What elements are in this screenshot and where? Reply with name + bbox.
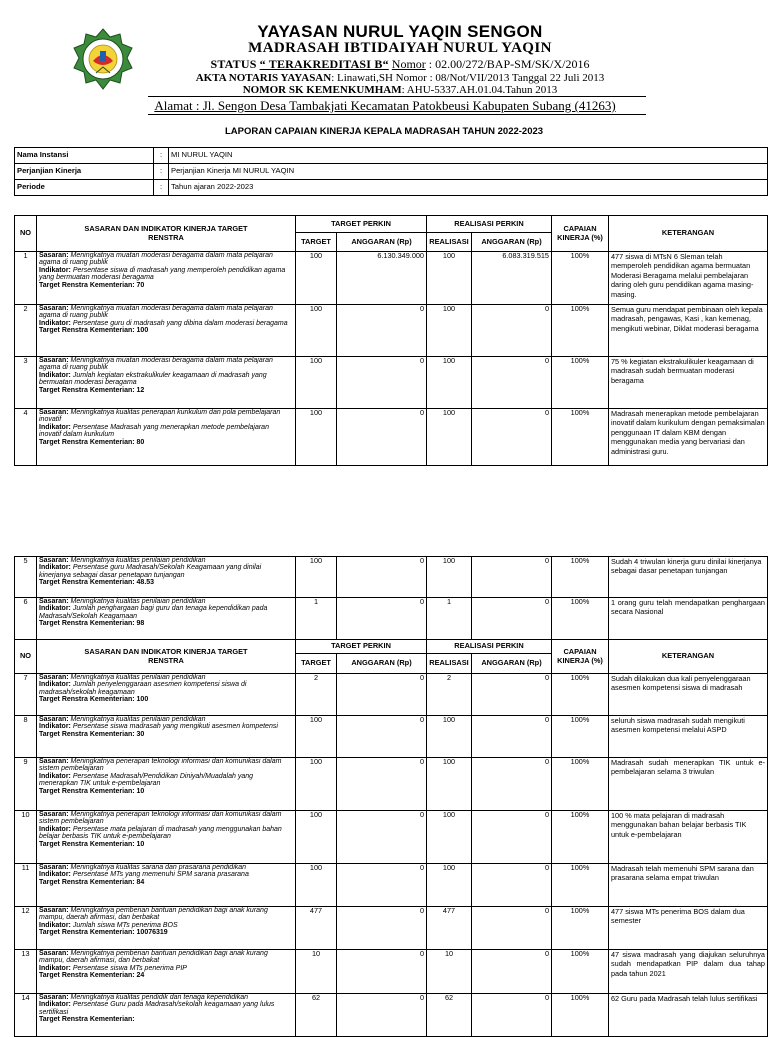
- header-keterangan: KETERANGAN: [609, 640, 768, 674]
- info-label: Perjanjian Kinerja: [15, 164, 154, 180]
- row-realisasi: 2: [427, 674, 472, 716]
- row-keterangan: seluruh siswa madrasah sudah mengikuti asesmen kompetensi melalui ASPD: [609, 716, 768, 758]
- row-anggaran-realisasi: 0: [472, 994, 552, 1037]
- indikator-label: Indikator:: [39, 723, 71, 731]
- row-description: [37, 950, 296, 994]
- row-anggaran-realisasi: 0: [472, 357, 552, 409]
- row-description: [37, 409, 296, 466]
- row-anggaran-target: 0: [337, 674, 427, 716]
- indikator-text: Persentase Madrasah/Pendidikan Diniyah/Muadalah yang menerapkan TIK untuk e-pembelajaran: [39, 772, 254, 788]
- indikator-label: Indikator:: [39, 371, 71, 379]
- target-renstra-value: 84: [136, 878, 145, 886]
- row-anggaran-realisasi: 0: [472, 409, 552, 466]
- row-anggaran-realisasi: 0: [472, 907, 552, 950]
- accreditation-line: [150, 57, 650, 72]
- row-capaian: 100%: [552, 557, 609, 598]
- indikator-text: Persentase guru di madrasah yang dibina dalam moderasi beragama: [72, 319, 288, 327]
- indikator-label: Indikator:: [39, 681, 71, 689]
- header-anggaran-realisasi: ANGGARAN (Rp): [472, 654, 552, 674]
- indikator-text: Jumlah kegiatan ekstrakulikuler keagamaan di madrasah yang bermuatan moderasi beragama: [39, 371, 267, 387]
- row-keterangan: 100 % mata pelajaran di madrasah menggunakan bahan belajar berbasis TIK untuk e-pembelajaran: [609, 811, 768, 864]
- row-anggaran-target: 0: [337, 716, 427, 758]
- table-row: [15, 357, 768, 409]
- row-capaian: 100%: [552, 758, 609, 811]
- row-capaian: 100%: [552, 907, 609, 950]
- target-renstra-label: Target Renstra Kementerian:: [39, 787, 135, 795]
- target-renstra-label: Target Renstra Kementerian:: [39, 386, 135, 394]
- sasaran-text: Meningkatnya muatan moderasi beragama dalam mata pelajaran agama di ruang publik: [39, 305, 273, 320]
- sk-label: NOMOR SK KEMENKUMHAM: [242, 84, 402, 96]
- indikator-text: Persentase siswa madrasah yang mengikuti asesmen kompetensi: [72, 723, 278, 731]
- row-anggaran-realisasi: 0: [472, 864, 552, 907]
- sasaran-text: Meningkatnya penerapan teknologi informasi dan komunikasi dalam sistem pembelajaran: [39, 811, 282, 826]
- row-target: 477: [296, 907, 337, 950]
- school-name: MADRASAH IBTIDAIYAH NURUL YAQIN: [248, 40, 552, 56]
- target-renstra-value: 10: [136, 840, 145, 848]
- row-keterangan: 477 siswa MTs penerima BOS dalam dua semester: [609, 907, 768, 950]
- sasaran-label: Sasaran:: [39, 950, 69, 957]
- row-capaian: 100%: [552, 357, 609, 409]
- indikator-label: Indikator:: [39, 1001, 71, 1009]
- header-target-perkin: TARGET PERKIN: [296, 216, 427, 233]
- table-row: [15, 950, 768, 994]
- header-anggaran-realisasi: ANGGARAN (Rp): [472, 233, 552, 252]
- info-value: Perjanjian Kinerja MI NURUL YAQIN: [169, 164, 768, 180]
- row-realisasi: 100: [427, 305, 472, 357]
- row-target: 100: [296, 811, 337, 864]
- table-row: [15, 557, 768, 598]
- row-capaian: 100%: [552, 716, 609, 758]
- row-anggaran-realisasi: 0: [472, 674, 552, 716]
- row-description: [37, 758, 296, 811]
- target-renstra-label: Target Renstra Kementerian:: [39, 840, 135, 848]
- indikator-text: Persentase guru Madrasah/Sekolah Keagamaan yang dinilai kinerjanya sebagai dasar penetapan tunjangan: [39, 564, 262, 579]
- target-renstra-label: Target Renstra Kementerian:: [39, 620, 135, 628]
- table-row: [15, 598, 768, 640]
- row-no: 6: [15, 598, 37, 640]
- row-realisasi: 10: [427, 950, 472, 994]
- table-row: [15, 994, 768, 1037]
- header-anggaran-target: ANGGARAN (Rp): [337, 233, 427, 252]
- indikator-label: Indikator:: [39, 871, 71, 879]
- sasaran-text: Meningkatnya kualitas penerapan kurikulum dan pola pembelajaran inovatif: [39, 409, 281, 424]
- row-target: 100: [296, 758, 337, 811]
- akta-label: AKTA NOTARIS YAYASAN: [195, 72, 332, 84]
- row-anggaran-target: 0: [337, 305, 427, 357]
- indikator-text: Persentase siswa di madrasah yang memperoleh pendidikan agama yang bermuatan moderasi beragama: [39, 266, 286, 282]
- header-sasaran: SASARAN DAN INDIKATOR KINERJA TARGET RENSTRA: [37, 640, 296, 674]
- row-target: 100: [296, 557, 337, 598]
- header-target: TARGET: [296, 233, 337, 252]
- akta-value: : Linawati,SH Nomor : 08/Not/VII/2013 Tanggal 22 Juli 2013: [331, 72, 605, 84]
- indikator-label: Indikator:: [39, 423, 71, 431]
- table-row: [15, 716, 768, 758]
- info-row: [15, 180, 768, 196]
- status-label: STATUS: [210, 57, 257, 71]
- row-description: [37, 716, 296, 758]
- header-capaian: CAPAIAN KINERJA (%): [552, 216, 609, 252]
- sasaran-label: Sasaran:: [39, 674, 69, 681]
- row-target: 100: [296, 409, 337, 466]
- row-target: 100: [296, 864, 337, 907]
- row-realisasi: 477: [427, 907, 472, 950]
- target-renstra-label: Target Renstra Kementerian:: [39, 696, 135, 704]
- sasaran-text: Meningkatnya kualitas penilaian pendidikan: [70, 716, 206, 723]
- info-table: [14, 147, 768, 196]
- indikator-label: Indikator:: [39, 825, 71, 833]
- sasaran-label: Sasaran:: [39, 864, 69, 871]
- sasaran-label: Sasaran:: [39, 716, 69, 723]
- target-renstra-label: Target Renstra Kementerian:: [39, 929, 135, 937]
- indikator-text: Persentase MTs yang memenuhi SPM sarana prasarana: [72, 871, 249, 879]
- target-renstra-value: 12: [136, 386, 145, 394]
- info-label: Periode: [15, 180, 154, 196]
- row-anggaran-target: 0: [337, 811, 427, 864]
- sasaran-label: Sasaran:: [39, 994, 69, 1001]
- row-description: [37, 252, 296, 305]
- row-target: 2: [296, 674, 337, 716]
- indikator-label: Indikator:: [39, 921, 71, 929]
- table-row: [15, 409, 768, 466]
- header-anggaran-target: ANGGARAN (Rp): [337, 654, 427, 674]
- target-renstra-label: Target Renstra Kementerian:: [39, 579, 135, 587]
- info-row: [15, 148, 768, 164]
- sasaran-label: Sasaran:: [39, 305, 69, 312]
- target-renstra-label: Target Renstra Kementerian:: [39, 1016, 135, 1024]
- target-renstra-value: 48.53: [136, 579, 155, 587]
- row-description: [37, 811, 296, 864]
- indikator-text: Persentase Guru pada Madrasah/sekolah keagamaan yang lulus sertifikasi: [39, 1001, 275, 1016]
- header-row: [15, 640, 768, 654]
- sasaran-label: Sasaran:: [39, 557, 69, 564]
- info-value: MI NURUL YAQIN: [169, 148, 768, 164]
- row-anggaran-realisasi: 0: [472, 716, 552, 758]
- indikator-label: Indikator:: [39, 964, 71, 972]
- sasaran-text: Meningkatnya pemberian bantuan pendidikan bagi anak kurang mampu, daerah afirmasi, dan berbakat: [39, 950, 268, 965]
- header-no: NO: [15, 216, 37, 252]
- row-target: 62: [296, 994, 337, 1037]
- row-keterangan: 75 % kegiatan ekstrakulikuler keagamaan di madrasah sudah bermuatan moderasi beragama: [609, 357, 768, 409]
- info-separator: :: [154, 148, 169, 164]
- target-renstra-value: 24: [136, 972, 145, 980]
- row-anggaran-target: 0: [337, 758, 427, 811]
- target-renstra-value: 80: [136, 438, 145, 446]
- status-value: “ TERAKREDITASI B“: [259, 57, 389, 71]
- sasaran-label: Sasaran:: [39, 357, 69, 364]
- sasaran-text: Meningkatnya penerapan teknologi informasi dan komunikasi dalam sistem pembelajaran: [39, 758, 282, 773]
- sasaran-text: Meningkatnya muatan moderasi beragama dalam mata pelajaran agama di ruang publik: [39, 357, 273, 372]
- row-anggaran-realisasi: 0: [472, 598, 552, 640]
- target-renstra-value: 10: [136, 787, 145, 795]
- indikator-text: Persentase siswa MTs penerima PIP: [72, 964, 187, 972]
- header-target: TARGET: [296, 654, 337, 674]
- row-anggaran-realisasi: 0: [472, 811, 552, 864]
- row-description: [37, 907, 296, 950]
- info-value: Tahun ajaran 2022-2023: [169, 180, 768, 196]
- row-description: [37, 674, 296, 716]
- performance-table-2: [14, 556, 768, 1037]
- row-capaian: 100%: [552, 252, 609, 305]
- target-renstra-value: 10076319: [136, 929, 168, 937]
- row-anggaran-realisasi: 6.083.319.515: [472, 252, 552, 305]
- header-realisasi-perkin: REALISASI PERKIN: [427, 640, 552, 654]
- table-row: [15, 864, 768, 907]
- sasaran-label: Sasaran:: [39, 907, 69, 914]
- indikator-label: Indikator:: [39, 564, 71, 572]
- indikator-label: Indikator:: [39, 772, 71, 780]
- row-anggaran-target: 0: [337, 994, 427, 1037]
- row-keterangan: 62 Guru pada Madrasah telah lulus sertifikasi: [609, 994, 768, 1037]
- header-sasaran: SASARAN DAN INDIKATOR KINERJA TARGET RENSTRA: [37, 216, 296, 252]
- row-no: 13: [15, 950, 37, 994]
- indikator-text: Persentase mata pelajaran di madrasah yang menggunakan bahan belajar berbasis TIK untuk e-pembelajaran: [39, 825, 282, 841]
- letterhead-rule: [148, 96, 646, 97]
- row-anggaran-target: 0: [337, 409, 427, 466]
- sasaran-label: Sasaran:: [39, 758, 69, 765]
- row-no: 9: [15, 758, 37, 811]
- target-renstra-value: 98: [136, 620, 145, 628]
- row-capaian: 100%: [552, 305, 609, 357]
- row-anggaran-realisasi: 0: [472, 758, 552, 811]
- indikator-label: Indikator:: [39, 605, 71, 613]
- row-anggaran-target: 6.130.349.000: [337, 252, 427, 305]
- row-realisasi: 100: [427, 864, 472, 907]
- row-no: 10: [15, 811, 37, 864]
- row-capaian: 100%: [552, 864, 609, 907]
- row-keterangan: Sudah 4 triwulan kinerja guru dinilai kinerjanya sebagai dasar penetapan tunjangan: [609, 557, 768, 598]
- row-no: 1: [15, 252, 37, 305]
- row-no: 4: [15, 409, 37, 466]
- header-row: [15, 216, 768, 233]
- row-keterangan: 47 siswa madrasah yang diajukan seluruhnya sudah mendapatkan PIP dalam dua tahap pada tahun 2021: [609, 950, 768, 994]
- nomor-label: Nomor: [391, 57, 426, 71]
- row-realisasi: 100: [427, 252, 472, 305]
- row-realisasi: 100: [427, 811, 472, 864]
- header-no: NO: [15, 640, 37, 674]
- row-keterangan: 477 siswa di MTsN 6 Sleman telah memperoleh pendidikan agama bermuatan Moderasi Beragama melalui pembelajaran daring oleh guru pendidikan agama masing-masing.: [609, 252, 768, 305]
- row-realisasi: 100: [427, 716, 472, 758]
- target-renstra-value: 100: [136, 696, 149, 704]
- sasaran-text: Meningkatnya kualitas sarana dan prasarana pendidikan: [70, 864, 247, 871]
- performance-table-1: [14, 215, 768, 466]
- sasaran-text: Meningkatnya kualitas penilaian pendidikan: [70, 557, 206, 564]
- row-capaian: 100%: [552, 811, 609, 864]
- row-anggaran-target: 0: [337, 357, 427, 409]
- indikator-text: Jumlah penghargaan bagi guru dan tenaga kependidikan pada Madrasah/Sekolah Keagamaan: [39, 605, 268, 620]
- sk-value: : AHU-5337.AH.01.04.Tahun 2013: [401, 84, 558, 96]
- row-target: 100: [296, 716, 337, 758]
- sasaran-label: Sasaran:: [39, 409, 69, 416]
- nomor-value: : 02.00/272/BAP-SM/SK/X/2016: [428, 57, 590, 71]
- row-anggaran-target: 0: [337, 598, 427, 640]
- info-row: [15, 164, 768, 180]
- row-anggaran-realisasi: 0: [472, 950, 552, 994]
- target-renstra-label: Target Renstra Kementerian:: [39, 281, 135, 289]
- row-anggaran-target: 0: [337, 907, 427, 950]
- row-keterangan: Sudah dilakukan dua kali penyelenggaraan asesmen kompetensi siswa di madrasah: [609, 674, 768, 716]
- info-separator: :: [154, 164, 169, 180]
- row-target: 100: [296, 252, 337, 305]
- target-renstra-label: Target Renstra Kementerian:: [39, 438, 135, 446]
- row-anggaran-target: 0: [337, 864, 427, 907]
- row-keterangan: Madrasah sudah menerapkan TIK untuk e-pembelajaran selama 3 triwulan: [609, 758, 768, 811]
- row-description: [37, 557, 296, 598]
- header-realisasi: REALISASI: [427, 233, 472, 252]
- row-capaian: 100%: [552, 674, 609, 716]
- row-description: [37, 864, 296, 907]
- sasaran-text: Meningkatnya pemberian bantuan pendidikan bagi anak kurang mampu, daerah afirmasi, dan berbakat: [39, 907, 268, 922]
- info-separator: :: [154, 180, 169, 196]
- foundation-name: YAYASAN NURUL YAQIN SENGON: [257, 22, 543, 41]
- header-keterangan: KETERANGAN: [609, 216, 768, 252]
- row-keterangan: Madrasah telah memenuhi SPM sarana dan prasarana selama empat triwulan: [609, 864, 768, 907]
- row-realisasi: 1: [427, 598, 472, 640]
- row-no: 7: [15, 674, 37, 716]
- target-renstra-label: Target Renstra Kementerian:: [39, 327, 135, 335]
- row-keterangan: Madrasah menerapkan metode pembelajaran inovatif dalam kurikulum dengan pemaksimalan penggunaan IT dalam KBM dengan menggunakan media yang bervariasi dan administrasi guru.: [609, 409, 768, 466]
- header-realisasi-perkin: REALISASI PERKIN: [427, 216, 552, 233]
- sk-line: [150, 84, 650, 96]
- row-target: 100: [296, 305, 337, 357]
- row-target: 1: [296, 598, 337, 640]
- target-renstra-value: 30: [136, 730, 145, 738]
- row-no: 2: [15, 305, 37, 357]
- sasaran-text: Meningkatnya muatan moderasi beragama dalam mata pelajaran agama di ruang publik: [39, 252, 273, 267]
- row-description: [37, 598, 296, 640]
- row-realisasi: 100: [427, 409, 472, 466]
- row-realisasi: 100: [427, 758, 472, 811]
- target-renstra-value: 100: [136, 327, 149, 335]
- row-description: [37, 994, 296, 1037]
- yayasan-logo: [72, 27, 134, 91]
- table-row: [15, 305, 768, 357]
- report-title: LAPORAN CAPAIAN KINERJA KEPALA MADRASAH TAHUN 2022-2023: [224, 126, 544, 137]
- row-anggaran-realisasi: 0: [472, 305, 552, 357]
- row-anggaran-realisasi: 0: [472, 557, 552, 598]
- row-anggaran-target: 0: [337, 950, 427, 994]
- row-no: 14: [15, 994, 37, 1037]
- row-no: 8: [15, 716, 37, 758]
- row-capaian: 100%: [552, 994, 609, 1037]
- sasaran-text: Meningkatnya kualitas penilaian pendidikan: [70, 674, 206, 681]
- sasaran-text: Meningkatnya kualitas penilaian pendidikan: [70, 598, 206, 605]
- row-description: [37, 305, 296, 357]
- sasaran-text: Meningkatnya kualitas pendidik dan tenaga kependidikan: [70, 994, 248, 1001]
- row-capaian: 100%: [552, 950, 609, 994]
- row-target: 10: [296, 950, 337, 994]
- row-realisasi: 100: [427, 357, 472, 409]
- row-target: 100: [296, 357, 337, 409]
- header-capaian: CAPAIAN KINERJA (%): [552, 640, 609, 674]
- row-capaian: 100%: [552, 409, 609, 466]
- table-row: [15, 252, 768, 305]
- akta-line: [150, 72, 650, 84]
- table-row: [15, 758, 768, 811]
- row-realisasi: 62: [427, 994, 472, 1037]
- sasaran-label: Sasaran:: [39, 811, 69, 818]
- indikator-text: Jumlah penyelenggaraan asesmen kompetensi siswa di madrasah/sekolah keagamaan: [39, 681, 247, 696]
- row-no: 5: [15, 557, 37, 598]
- row-description: [37, 357, 296, 409]
- indikator-label: Indikator:: [39, 266, 71, 274]
- header-realisasi: REALISASI: [427, 654, 472, 674]
- row-anggaran-target: 0: [337, 557, 427, 598]
- sasaran-label: Sasaran:: [39, 598, 69, 605]
- address-line: Alamat : Jl. Sengon Desa Tambakjati Kecamatan Patokbeusi Kabupaten Subang (41263): [154, 98, 616, 113]
- indikator-label: Indikator:: [39, 319, 71, 327]
- letterhead-rule-bottom: [148, 114, 646, 115]
- row-keterangan: Semua guru mendapat pembinaan oleh kepala madrasah, pengawas, Kasi , kan kemenag, mengikuti webinar, Diklat moderasi beragama: [609, 305, 768, 357]
- indikator-text: Persentase Madrasah yang menerapkan metode pembelajaran inovatif dalam kurikulum: [39, 423, 269, 439]
- target-renstra-value: 70: [136, 281, 145, 289]
- row-capaian: 100%: [552, 598, 609, 640]
- table-row: [15, 674, 768, 716]
- row-realisasi: 100: [427, 557, 472, 598]
- target-renstra-label: Target Renstra Kementerian:: [39, 972, 135, 980]
- indikator-text: Jumlah siswa MTs penerima BOS: [72, 921, 178, 929]
- row-no: 12: [15, 907, 37, 950]
- header-target-perkin: TARGET PERKIN: [296, 640, 427, 654]
- row-no: 11: [15, 864, 37, 907]
- table-row: [15, 811, 768, 864]
- table-row: [15, 907, 768, 950]
- row-no: 3: [15, 357, 37, 409]
- info-label: Nama Instansi: [15, 148, 154, 164]
- sasaran-label: Sasaran:: [39, 252, 69, 259]
- row-keterangan: 1 orang guru telah mendapatkan penghargaan secara Nasional: [609, 598, 768, 640]
- target-renstra-label: Target Renstra Kementerian:: [39, 878, 135, 886]
- target-renstra-label: Target Renstra Kementerian:: [39, 730, 135, 738]
